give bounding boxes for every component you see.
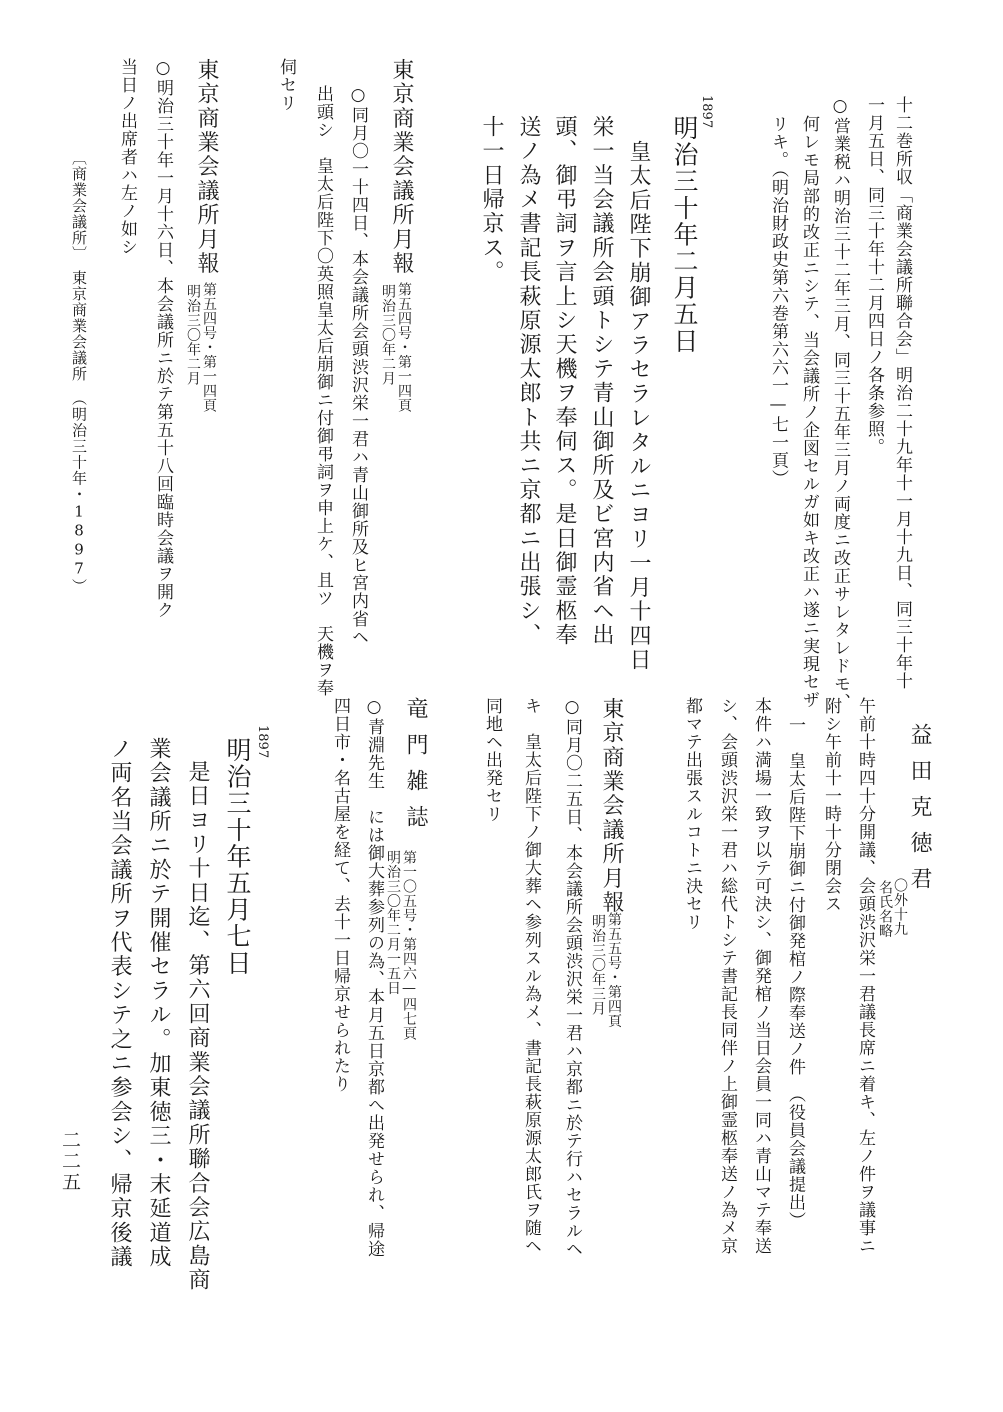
source-line: 当日ノ出席者ハ左ノ如シ xyxy=(117,58,137,256)
source-title: 東京商業会議所月報 xyxy=(389,58,414,276)
minutes-line: 本件ハ満場一致ヲ以テ可決シ、御発棺ノ当日会員一同ハ青山マテ奉送 xyxy=(751,697,771,1255)
attendee-note: 〇外十九 xyxy=(892,878,908,936)
entry-line: 十一日帰京ス。 xyxy=(479,115,504,285)
intro-line: 一月五日、同三十年十二月四日ノ各条参照。 xyxy=(864,96,884,456)
source-reference: 明治三〇年二月 xyxy=(185,284,201,386)
entry-line: 皇太后陛下崩御アラセラレタルニヨリ一月十四日 xyxy=(626,140,651,673)
minutes-line: 一 皇太后陛下崩御ニ付御発棺ノ際奉送ノ件 （役員会議提出） xyxy=(785,716,805,1230)
source-reference: 明治三〇年二月一五日 xyxy=(385,850,401,995)
source-line: ○同月〇二五日、本会議所会頭渋沢栄一君ハ京都ニ於テ行ハセラルヘ xyxy=(562,697,582,1258)
attendee-note: 名氏名略 xyxy=(877,880,893,938)
attendee-name: 益田克徳君 xyxy=(907,723,932,903)
source-line: 四日市・名古屋を経て、去十一日帰京せられたり xyxy=(330,697,350,1093)
minutes-line: 都マテ出張スルコトニ決セリ xyxy=(682,697,702,931)
entry-line: 送ノ為メ書記長萩原源太郎ト共ニ京都ニ出張シ、 xyxy=(516,115,541,648)
year-marker: 1897 xyxy=(255,725,270,759)
source-reference: 第一〇五号・第四六—四七頁 xyxy=(401,850,417,1041)
entry-date: 明治三十年二月五日 xyxy=(670,115,699,355)
minutes-line: 附シ午前十一時十分閉会ス xyxy=(821,697,841,913)
source-reference: 第五四号・第一四頁 xyxy=(396,282,412,413)
entry-line: 頭、御弔詞ヲ言上シ天機ヲ奉伺ス。是日御霊柩奉 xyxy=(552,115,577,648)
entry-line: 是日ヨリ十日迄、第六回商業会議所聯合会広島商 xyxy=(185,760,210,1293)
running-head-title: 東京商業会議所 （明治三十年・1897） xyxy=(70,270,88,595)
entry-date: 明治三十年五月七日 xyxy=(223,737,252,977)
intro-line: ○営業税ハ明治三十二年三月、同三十五年三月ノ両度ニ改正サレタレドモ、 xyxy=(830,96,850,711)
minutes-line: シ、会頭渋沢栄一君ハ総代トシテ書記長同伴ノ上御霊柩奉送ノ為メ京 xyxy=(717,697,737,1255)
intro-line: 何レモ局部的改正ニシテ、当会議所ノ企図セルガ如キ改正ハ遂ニ実現セザ xyxy=(799,115,819,709)
source-line: キ 皇太后陛下ノ御大葬ヘ参列スル為メ、書記長萩原源太郎氏ヲ随ヘ xyxy=(521,697,541,1255)
source-reference: 明治三〇年三月 xyxy=(590,914,606,1016)
minutes-line: 午前十時四十分開議、会頭渋沢栄一君議長席ニ着キ、左ノ件ヲ議事ニ xyxy=(855,697,875,1255)
source-line: ○明治三十年一月十六日、本会議所ニ於テ第五十八回臨時会議ヲ開ク xyxy=(153,58,173,619)
entry-line: ノ両名当会議所ヲ代表シテ之ニ参会シ、帰京後議 xyxy=(107,737,132,1270)
entry-line: 業会議所ニ於テ開催セラル。加東徳三・末延道成 xyxy=(146,737,171,1270)
source-line: 伺セリ xyxy=(276,58,296,112)
source-line: 同地ヘ出発セリ xyxy=(482,697,502,823)
source-reference: 明治三〇年二月 xyxy=(380,284,396,386)
running-head-category: 〔商業会議所〕 xyxy=(70,150,88,262)
source-line: 出頭シ 皇太后陛下〇英照皇太后崩御ニ付御弔詞ヲ申上ケ、且ツ 天機ヲ奉 xyxy=(313,85,333,697)
year-marker: 1897 xyxy=(699,95,714,129)
source-title: 東京商業会議所月報 xyxy=(599,697,624,915)
source-line: ○青淵先生 には御大葬参列の為、本月五日京都へ出発せられ、帰途 xyxy=(364,697,384,1258)
source-title: 東京商業会議所月報 xyxy=(194,58,219,276)
source-line: ○同月〇一十四日、本会議所会頭渋沢栄一君ハ青山御所及ヒ宮内省ヘ xyxy=(348,85,368,646)
source-reference: 第五五号・第四頁 xyxy=(606,912,622,1028)
source-reference: 第五四号・第一四頁 xyxy=(201,282,217,413)
source-title: 竜門雑誌 xyxy=(403,697,428,841)
page-number: 二二五 xyxy=(59,1130,81,1193)
intro-line: リキ。（明治財政史第六巻第六六一—七一頁） xyxy=(768,115,788,488)
intro-line: 十二巻所収「商業会議所聯合会」明治二十九年十一月十九日、同三十年十 xyxy=(892,96,912,690)
entry-line: 栄一当会議所会頭トシテ青山御所及ビ宮内省ヘ出 xyxy=(589,115,614,648)
